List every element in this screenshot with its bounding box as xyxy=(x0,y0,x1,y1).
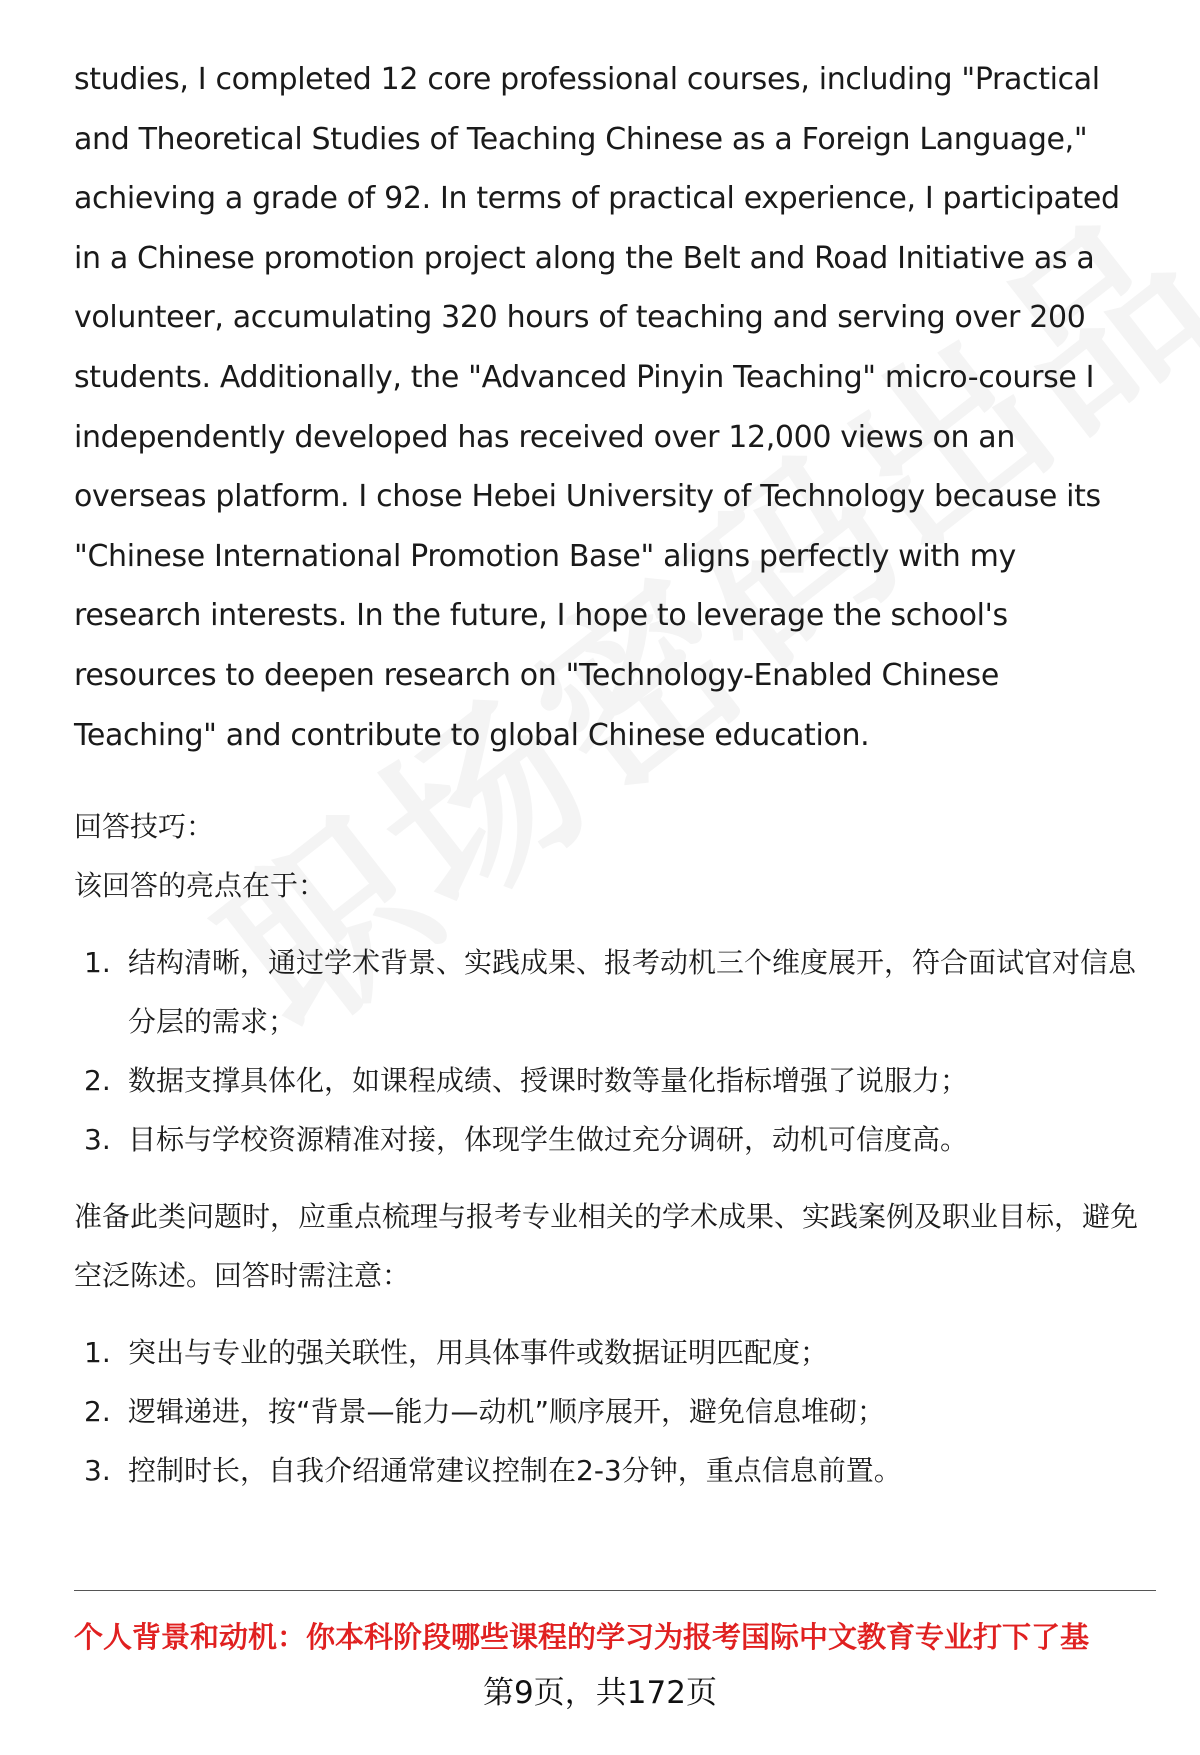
list-item xyxy=(74,1323,1149,1382)
list-text: 数据支撑具体化，如课程成绩、授课时数等量化指标增强了说服力； xyxy=(128,1064,969,1098)
list-item xyxy=(74,1441,1149,1500)
list-item xyxy=(74,1382,1149,1441)
list-number: 2. xyxy=(84,1064,111,1098)
list-text: 结构清晰，通过学术背景、实践成果、报考动机三个维度展开，符合面试官对信息分层的需求； xyxy=(128,946,1137,1039)
preparation-paragraph: 准备此类问题时，应重点梳理与报考专业相关的学术成果、实践案例及职业目标，避免空泛陈述。回答时需注意： xyxy=(74,1200,1139,1293)
notes-list xyxy=(74,1323,1149,1500)
page-number: 第9页，共172页 xyxy=(483,1675,717,1711)
list-text: 目标与学校资源精准对接，体现学生做过充分调研，动机可信度高。 xyxy=(128,1123,969,1157)
tips-heading: 回答技巧： xyxy=(74,810,215,844)
list-number: 3. xyxy=(84,1454,111,1488)
list-item xyxy=(74,933,1149,1051)
list-number: 1. xyxy=(84,1336,111,1370)
list-item xyxy=(74,1110,1149,1169)
list-number: 2. xyxy=(84,1395,111,1429)
list-text: 控制时长，自我介绍通常建议控制在2-3分钟，重点信息前置。 xyxy=(128,1454,902,1488)
list-number: 1. xyxy=(84,946,111,980)
next-question-heading: 个人背景和动机：你本科阶段哪些课程的学习为报考国际中文教育专业打下了基 xyxy=(74,1620,1090,1654)
highlights-list xyxy=(74,933,1149,1169)
list-text: 突出与专业的强关联性，用具体事件或数据证明匹配度； xyxy=(128,1336,829,1370)
highlights-intro: 该回答的亮点在于： xyxy=(74,869,327,903)
list-text: 逻辑递进，按“背景—能力—动机”顺序展开，避免信息堆砌； xyxy=(128,1395,886,1429)
list-item xyxy=(74,1051,1149,1110)
list-number: 3. xyxy=(84,1123,111,1157)
english-answer-paragraph: studies, I completed 12 core professional courses, including "Practical and Theoretical Studies of Teaching Chinese as a Foreign Language," achieving a grade of 92. In terms of practical experience, I participated in a Chinese promotion project along the Belt and Road Initiative as a volunteer, accumulating 320 hours of teaching and serving over 200 students. Additionally, the "Advanced Pinyin Teaching" micro-course I independently developed has received over 12,000 views on an overseas platform. I chose Hebei University of Technology because its "Chinese International Promotion Base" aligns perfectly with my research interests. In the future, I hope to leverage the school's resources to deepen research on "Technology-Enabled Chinese Teaching" and contribute to global Chinese education. xyxy=(74,62,1120,753)
main-content xyxy=(74,50,1149,1500)
section-divider xyxy=(74,1590,1156,1591)
